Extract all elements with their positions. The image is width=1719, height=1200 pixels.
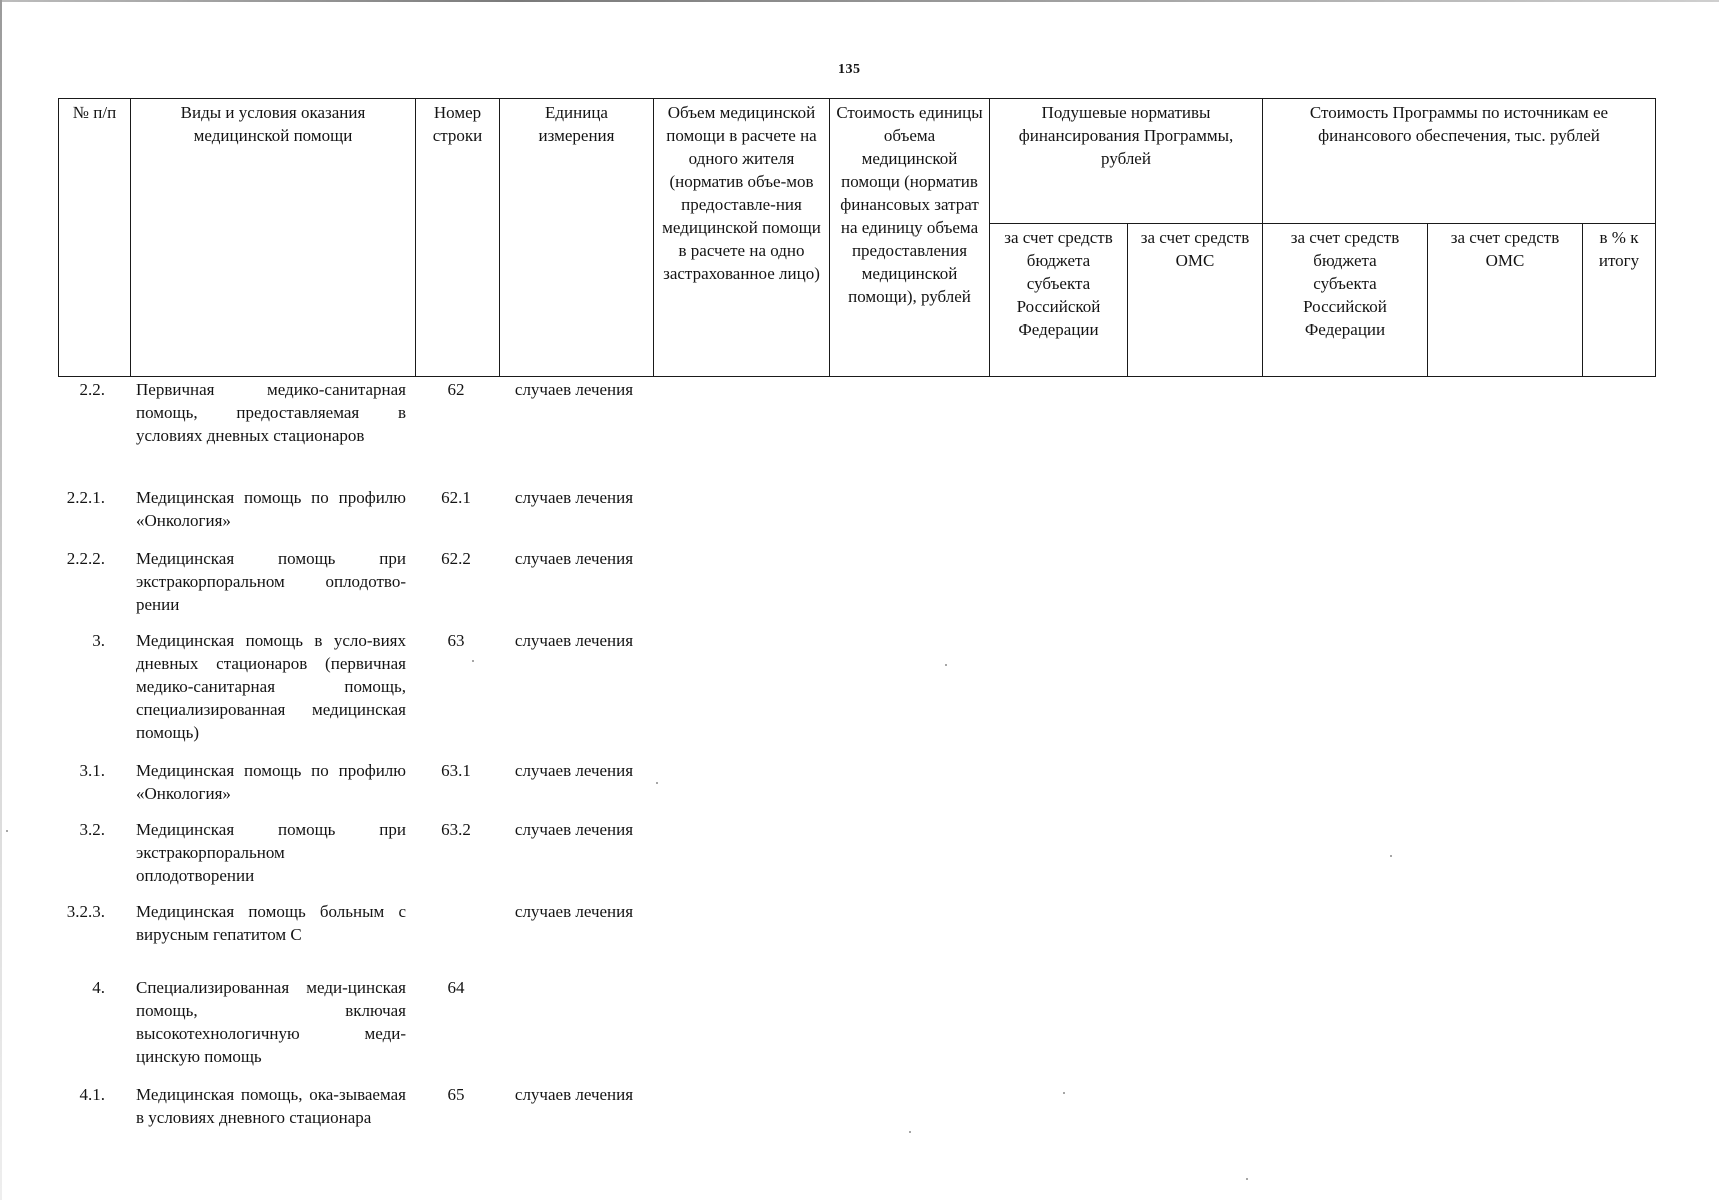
scan-speck — [472, 660, 474, 662]
row-line-code: 63.1 — [441, 761, 471, 780]
header-group-per-capita: Подушевые нормативы финансирования Программы, рублей — [989, 98, 1262, 223]
row-name: Специализированная меди-цинская помощь, включая высокотехнологичную меди-цинскую помощь — [136, 978, 406, 1066]
scan-edge-left — [0, 0, 2, 1200]
header-group-program: Стоимость Программы по источникам ее финансового обеспечения, тыс. рублей — [1262, 98, 1655, 223]
row-line-code: 62.1 — [441, 488, 471, 507]
row-unit: случаев лечения — [514, 1085, 634, 1104]
row-number: 2.2.1. — [66, 488, 105, 507]
header-right-border — [1655, 98, 1656, 377]
row-name: Первичная медико-санитарная помощь, предоставляемая в условиях дневных стационаров — [136, 380, 406, 445]
scan-speck — [1390, 855, 1392, 857]
row-number: 3.2. — [79, 820, 105, 839]
row-unit: случаев лечения — [514, 820, 634, 839]
row-number: 4.1. — [79, 1085, 105, 1104]
header-col-num: № п/п — [58, 98, 130, 377]
header-col-cost: Стоимость единицы объема медицинской помощи (норматив финансовых затрат на единицу объема предоставления медицинской помощи), рублей — [829, 98, 989, 377]
scan-edge-top — [0, 0, 1719, 2]
row-name: Медицинская помощь по профилю «Онкология» — [136, 488, 406, 530]
scan-speck — [945, 664, 947, 666]
row-number: 3.2.3. — [66, 902, 105, 921]
row-line-code: 62.2 — [441, 549, 471, 568]
row-line-code: 63.2 — [441, 820, 471, 839]
row-line-code: 62 — [447, 380, 465, 399]
scan-speck — [909, 1131, 911, 1133]
row-number: 3. — [92, 631, 105, 650]
row-number: 2.2. — [79, 380, 105, 399]
row-unit: случаев лечения — [514, 631, 634, 650]
row-name: Медицинская помощь в усло-виях дневных стационаров (первичная медико-санитарная помощь, специализированная медицинская помощь) — [136, 631, 406, 742]
scan-speck — [656, 782, 658, 784]
row-name: Медицинская помощь по профилю «Онкология» — [136, 761, 406, 803]
header-bottom-border — [58, 376, 1655, 377]
row-name: Медицинская помощь при экстракорпоральном оплодотворении — [136, 820, 406, 885]
scan-speck — [1246, 1178, 1248, 1180]
header-col-line: Номер строки — [415, 98, 499, 377]
row-unit: случаев лечения — [514, 761, 634, 780]
header-pr-budget: за счет средств бюджета субъекта Российской Федерации — [1262, 223, 1427, 377]
header-col-unit: Единица измерения — [499, 98, 653, 377]
row-unit: случаев лечения — [514, 380, 634, 399]
row-name: Медицинская помощь больным с вирусным гепатитом С — [136, 902, 406, 944]
row-number: 2.2.2. — [66, 549, 105, 568]
header-col-kind: Виды и условия оказания медицинской помощи — [130, 98, 415, 377]
header-pc-budget: за счет средств бюджета субъекта Российской Федерации — [989, 223, 1127, 377]
row-name: Медицинская помощь при экстракорпоральном оплодотво-рении — [136, 549, 406, 614]
page-number: 135 — [838, 62, 861, 77]
row-number: 3.1. — [79, 761, 105, 780]
row-line-code: 63 — [447, 631, 465, 650]
row-line-code: 64 — [447, 978, 465, 997]
header-pc-oms: за счет средств ОМС — [1127, 223, 1262, 377]
header-pr-oms: за счет средств ОМС — [1427, 223, 1582, 377]
row-unit: случаев лечения — [514, 488, 634, 507]
scan-speck — [6, 830, 8, 832]
header-col-volume: Объем медицинской помощи в расчете на одного жителя (норматив объе-мов предоставле-ния медицинской помощи в расчете на одно застрахованное лицо) — [653, 98, 829, 377]
row-number: 4. — [92, 978, 105, 997]
row-unit: случаев лечения — [514, 549, 634, 568]
row-unit: случаев лечения — [514, 902, 634, 921]
row-name: Медицинская помощь, ока-зываемая в условиях дневного стационара — [136, 1085, 406, 1127]
scan-speck — [1063, 1092, 1065, 1094]
header-pr-percent: в % к итогу — [1582, 223, 1655, 377]
row-line-code: 65 — [447, 1085, 465, 1104]
